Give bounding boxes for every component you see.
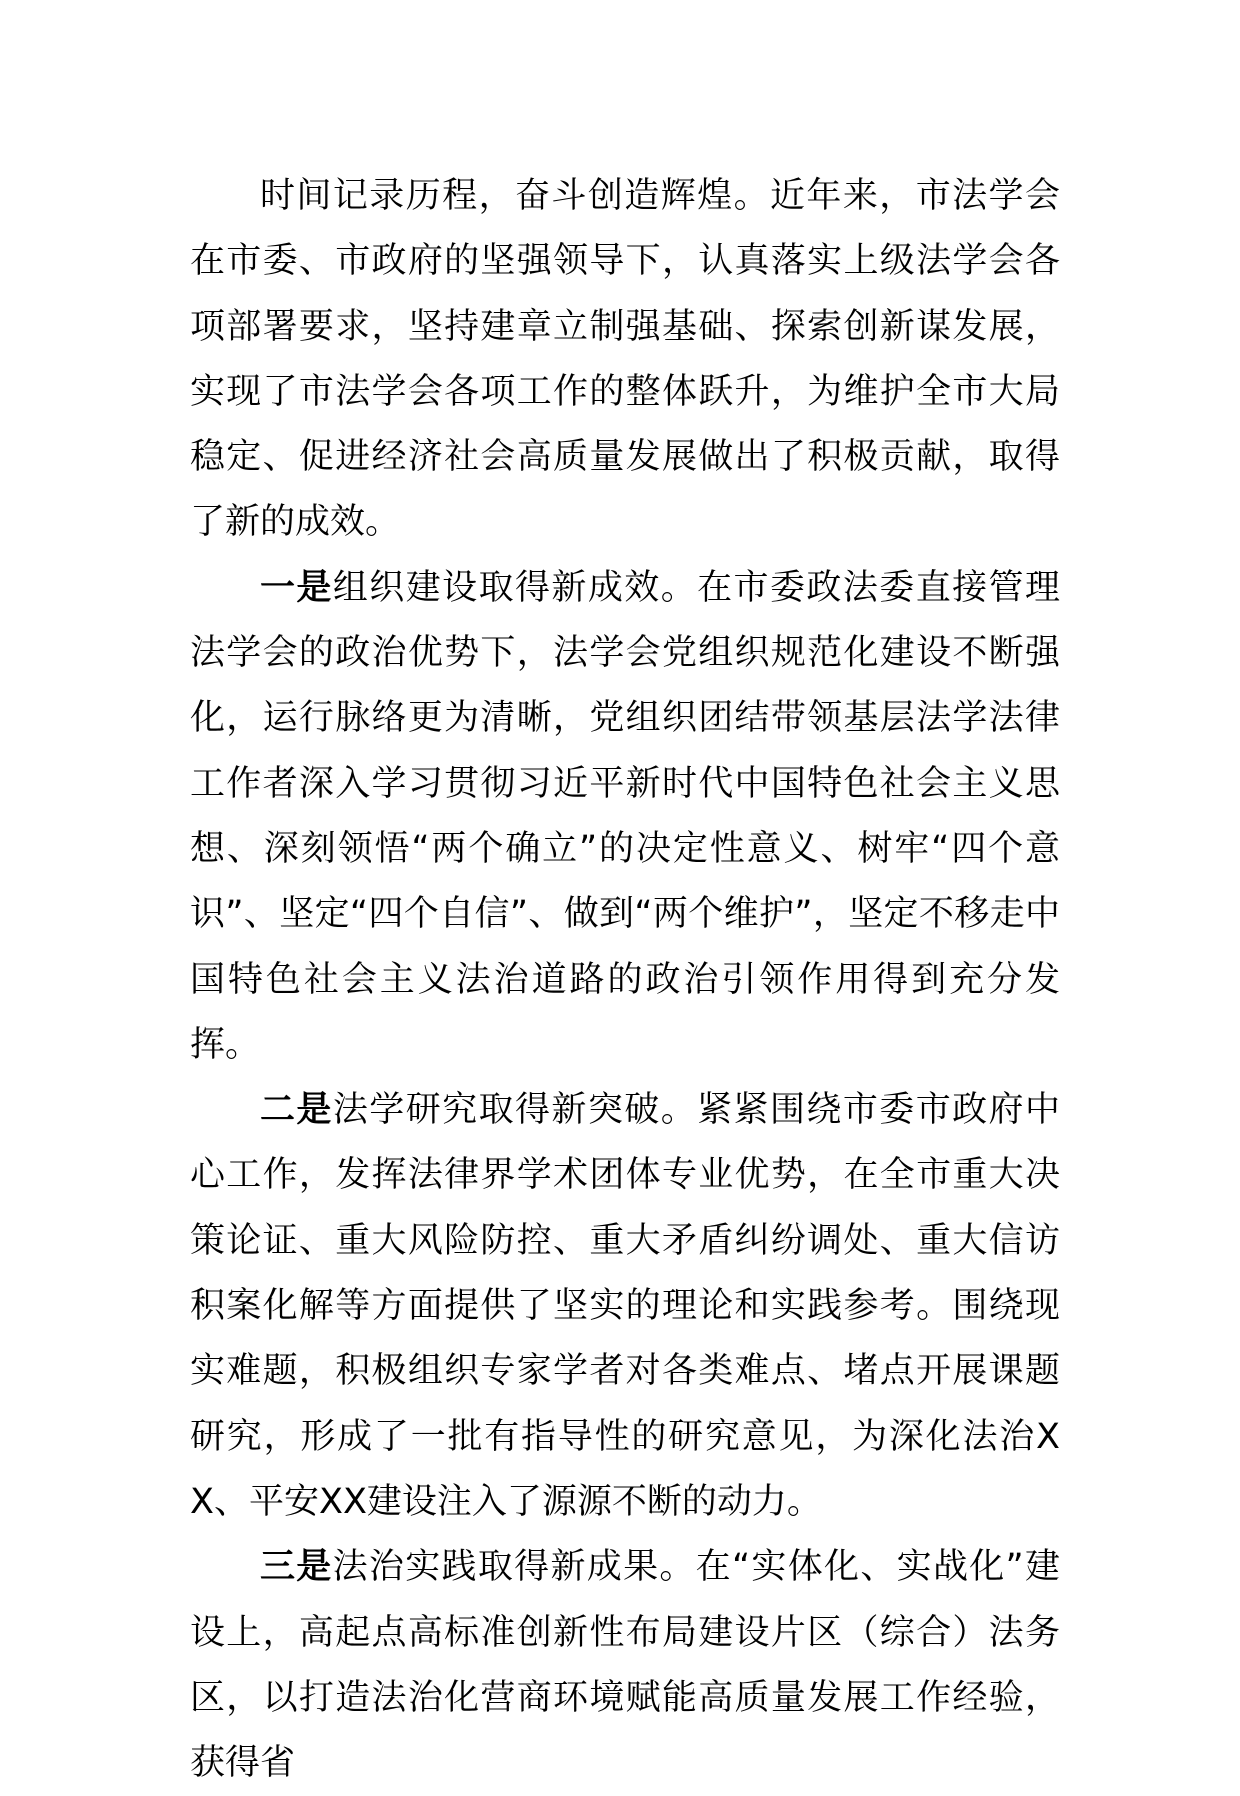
paragraph-point-1 bbox=[190, 556, 1060, 1078]
paragraph-lead: 一是 bbox=[260, 567, 333, 608]
paragraph-text: 时间记录历程，奋斗创造辉煌。近年来，市法学会在市委、市政府的坚强领导下，认真落实上级法学会各项部署要求，坚持建章立制强基础、探索创新谋发展，实现了市法学会各项工作的整体跃升，为维护全市大局稳定、促进经济社会高质量发展做出了积极贡献，取得了新的成效。 bbox=[190, 176, 1060, 543]
paragraph-lead: 三是 bbox=[260, 1547, 333, 1588]
paragraph-text: 法学研究取得新突破。紧紧围绕市委市政府中心工作，发挥法律界学术团体专业优势，在全市重大决策论证、重大风险防控、重大矛盾纠纷调处、重大信访积案化解等方面提供了坚实的理论和实践参考。围绕现实难题，积极组织专家学者对各类难点、堵点开展课题研究，形成了一批有指导性的研究意见，为深化法治XX、平安XX建设注入了源源不断的动力。 bbox=[190, 1090, 1060, 1522]
paragraph-point-2 bbox=[190, 1078, 1060, 1535]
paragraph-point-3 bbox=[190, 1535, 1060, 1796]
document-body bbox=[190, 164, 1060, 1796]
paragraph-text: 法治实践取得新成果。在“实体化、实战化”建设上，高起点高标准创新性布局建设片区（综合）法务区，以打造法治化营商环境赋能高质量发展工作经验，获得省 bbox=[190, 1547, 1060, 1784]
paragraph-lead: 二是 bbox=[260, 1090, 333, 1131]
paragraph-text: 组织建设取得新成效。在市委政法委直接管理法学会的政治优势下，法学会党组织规范化建设不断强化，运行脉络更为清晰，党组织团结带领基层法学法律工作者深入学习贯彻习近平新时代中国特色社会主义思想、深刻领悟“两个确立”的决定性意义、树牢“四个意识”、坚定“四个自信”、做到“两个维护”，坚定不移走中国特色社会主义法治道路的政治引领作用得到充分发挥。 bbox=[190, 567, 1060, 1065]
paragraph-intro bbox=[190, 164, 1060, 556]
